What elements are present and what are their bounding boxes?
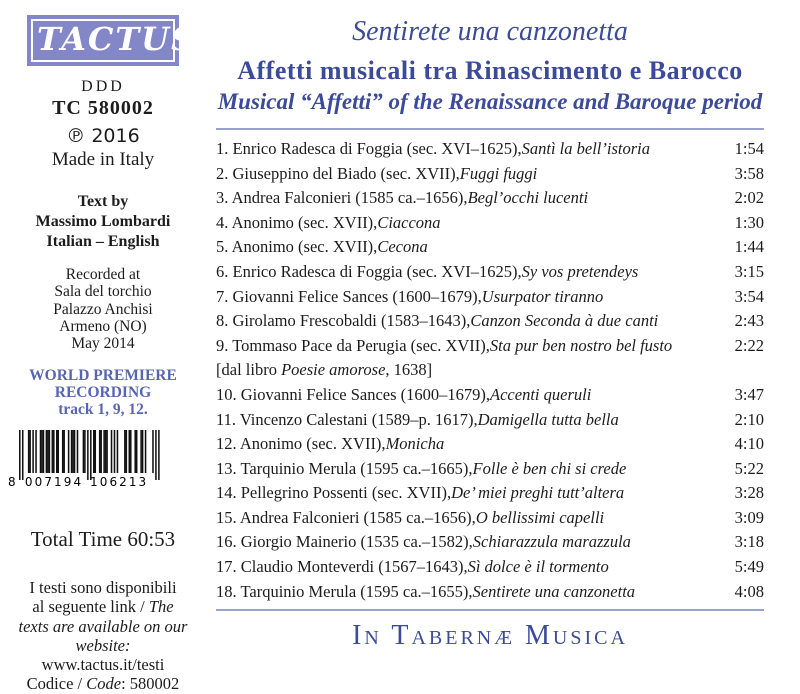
track-title: Ciaccona	[377, 212, 441, 232]
track-title: Monicha	[385, 434, 445, 454]
track-title: Sì dolce è il tormento	[467, 557, 609, 577]
track-duration: 3:58	[734, 163, 764, 183]
track-duration: 3:47	[734, 384, 764, 404]
recording-date: May 2014	[71, 335, 135, 353]
ensemble-name: In Tabernæ Musica	[352, 620, 628, 652]
track-line	[216, 309, 764, 334]
website-link: www.tactus.it/testi	[41, 655, 165, 675]
track-composer: 17. Claudio Monteverdi (1567–1643),	[216, 557, 468, 577]
track-composer: 12. Anonimo (sec. XVII),	[216, 434, 386, 454]
track-title: Sta pur ben nostro bel fusto	[489, 335, 673, 355]
recorded-at: Recorded at	[65, 266, 141, 283]
premiere-line-1: WORLD PREMIERE	[29, 366, 177, 384]
main-column	[206, 0, 800, 683]
track-title: Usurpator tiranno	[481, 286, 604, 306]
track-title: Sentirete una canzonetta	[472, 581, 636, 601]
left-column	[0, 0, 206, 694]
track-title: Begl’occhi lucenti	[467, 188, 589, 208]
tactus-logo-text: TACTUS	[37, 20, 197, 58]
phonogram-copyright: ℗ 2016	[66, 125, 140, 147]
track-line	[216, 186, 764, 211]
track-line	[216, 211, 764, 236]
album-subtitle-italian: Affetti musicali tra Rinascimento e Barocco	[237, 56, 743, 86]
track-duration: 3:54	[734, 286, 764, 306]
track-duration: 1:54	[734, 138, 764, 158]
track-row	[216, 235, 764, 260]
track-duration: 3:09	[734, 507, 764, 527]
track-title: Accenti queruli	[490, 384, 592, 404]
text-by-line: Text by	[77, 193, 129, 210]
track-duration: 4:10	[734, 434, 764, 454]
album-header	[216, 16, 764, 116]
track-title: Canzon Seconda à due canti	[470, 311, 659, 331]
track-line	[216, 432, 764, 457]
track-composer: 14. Pellegrino Possenti (sec. XVII),	[216, 483, 452, 503]
track-composer: 1. Enrico Radesca di Foggia (sec. XVI–1625),	[216, 138, 522, 158]
track-title: Folle è ben chi si crede	[472, 458, 627, 478]
recording-format: DDD	[81, 78, 125, 95]
track-line	[216, 137, 764, 162]
code-line: Codice / Code: 580002	[26, 674, 180, 694]
text-by-author: Massimo Lombardi	[35, 213, 171, 230]
catalog-number: TC 580002	[52, 97, 154, 119]
track-title: Cecona	[377, 237, 428, 257]
svg-text:8: 8	[8, 474, 16, 489]
recording-building: Palazzo Anchisi	[53, 300, 153, 318]
track-row	[216, 580, 764, 605]
note-line-2: al seguente link / The	[32, 597, 174, 617]
recording-info-block	[0, 266, 206, 353]
text-by-block	[0, 192, 206, 252]
text-by-languages: Italian – English	[46, 233, 160, 250]
track-list	[216, 137, 764, 604]
track-title: Sy vos pretendeys	[521, 261, 639, 281]
track-row	[216, 506, 764, 531]
track-duration: 2:22	[734, 335, 764, 355]
recording-city: Armeno (NO)	[59, 318, 147, 336]
track-duration: 1:44	[734, 237, 764, 257]
track-composer: 13. Tarquinio Merula (1595 ca.–1665),	[216, 458, 473, 478]
note-line-4: website:	[75, 635, 131, 655]
tactus-logo-frame	[31, 19, 197, 62]
premiere-line-2: RECORDING	[54, 383, 152, 401]
track-duration: 3:28	[734, 483, 764, 503]
album-title: Sentirete una canzonetta	[352, 16, 628, 47]
track-line	[216, 481, 764, 506]
track-composer: 2. Giuseppino del Biado (sec. XVII),	[216, 163, 460, 183]
track-line	[216, 334, 764, 359]
total-time: Total Time 60:53	[30, 526, 176, 551]
track-line	[216, 260, 764, 285]
track-row	[216, 555, 764, 580]
track-duration: 2:10	[734, 409, 764, 429]
track-duration: 3:15	[734, 261, 764, 281]
track-title: Schiarazzula marazzula	[472, 532, 631, 552]
track-line	[216, 235, 764, 260]
album-subtitle-english: Musical “Affetti” of the Renaissance and Baroque period	[217, 89, 763, 115]
track-composer: 3. Andrea Falconieri (1585 ca.–1656),	[216, 188, 468, 208]
track-duration: 2:43	[734, 311, 764, 331]
barcode	[6, 430, 206, 497]
track-title: Santì la bell’istoria	[521, 138, 650, 158]
track-row	[216, 408, 764, 433]
track-row	[216, 457, 764, 482]
bottom-divider	[216, 609, 764, 611]
track-title: Damigella tutta bella	[477, 409, 619, 429]
svg-text:007194: 007194	[24, 474, 82, 489]
track-row	[216, 334, 764, 383]
track-line	[216, 457, 764, 482]
premiere-tracks: track 1, 9, 12.	[58, 400, 148, 418]
track-line	[216, 285, 764, 310]
track-composer: 15. Andrea Falconieri (1585 ca.–1656),	[216, 507, 476, 527]
track-composer: 10. Giovanni Felice Sances (1600–1679),	[216, 384, 491, 404]
track-row	[216, 137, 764, 162]
track-line	[216, 162, 764, 187]
track-composer: 11. Vincenzo Calestani (1589–p. 1617),	[216, 409, 478, 429]
track-duration: 2:02	[734, 188, 764, 208]
track-composer: 6. Enrico Radesca di Foggia (sec. XVI–1625),	[216, 261, 522, 281]
track-row	[216, 481, 764, 506]
track-note: [dal libro Poesie amorose, 1638]	[216, 360, 433, 380]
track-row	[216, 162, 764, 187]
track-composer: 7. Giovanni Felice Sances (1600–1679),	[216, 286, 482, 306]
svg-text:106213: 106213	[90, 474, 147, 489]
track-title: De’ miei preghi tutt’altera	[451, 483, 625, 503]
track-row	[216, 260, 764, 285]
note-line-3: texts are available on our	[18, 616, 188, 636]
note-line-1: I testi sono disponibili	[29, 577, 177, 597]
tactus-logo	[27, 15, 197, 66]
track-row	[216, 211, 764, 236]
track-line	[216, 580, 764, 605]
track-row	[216, 432, 764, 457]
track-title: Fuggi fuggi	[459, 163, 538, 183]
track-composer: 8. Girolamo Frescobaldi (1583–1643),	[216, 311, 471, 331]
track-row	[216, 285, 764, 310]
track-duration: 5:22	[734, 458, 764, 478]
top-divider	[216, 128, 764, 130]
track-composer: 16. Giorgio Mainerio (1535 ca.–1582),	[216, 532, 473, 552]
track-row	[216, 186, 764, 211]
track-line	[216, 506, 764, 531]
track-line	[216, 530, 764, 555]
track-row	[216, 383, 764, 408]
made-in: Made in Italy	[51, 149, 155, 170]
track-composer: 9. Tommaso Pace da Perugia (sec. XVII),	[216, 335, 490, 355]
track-duration: 4:08	[734, 581, 764, 601]
track-line	[216, 408, 764, 433]
track-composer: 4. Anonimo (sec. XVII),	[216, 212, 378, 232]
track-duration: 1:30	[734, 212, 764, 232]
texts-availability-note	[0, 578, 206, 694]
track-title: O bellissimi capelli	[475, 507, 605, 527]
recording-venue: Sala del torchio	[54, 283, 152, 301]
barcode-image	[6, 430, 168, 492]
track-duration: 3:18	[734, 532, 764, 552]
track-row	[216, 530, 764, 555]
track-duration: 5:49	[734, 557, 764, 577]
track-line	[216, 555, 764, 580]
track-row	[216, 309, 764, 334]
track-line	[216, 383, 764, 408]
track-composer: 5. Anonimo (sec. XVII),	[216, 237, 378, 257]
track-composer: 18. Tarquinio Merula (1595 ca.–1655),	[216, 581, 473, 601]
world-premiere-block	[0, 367, 206, 418]
